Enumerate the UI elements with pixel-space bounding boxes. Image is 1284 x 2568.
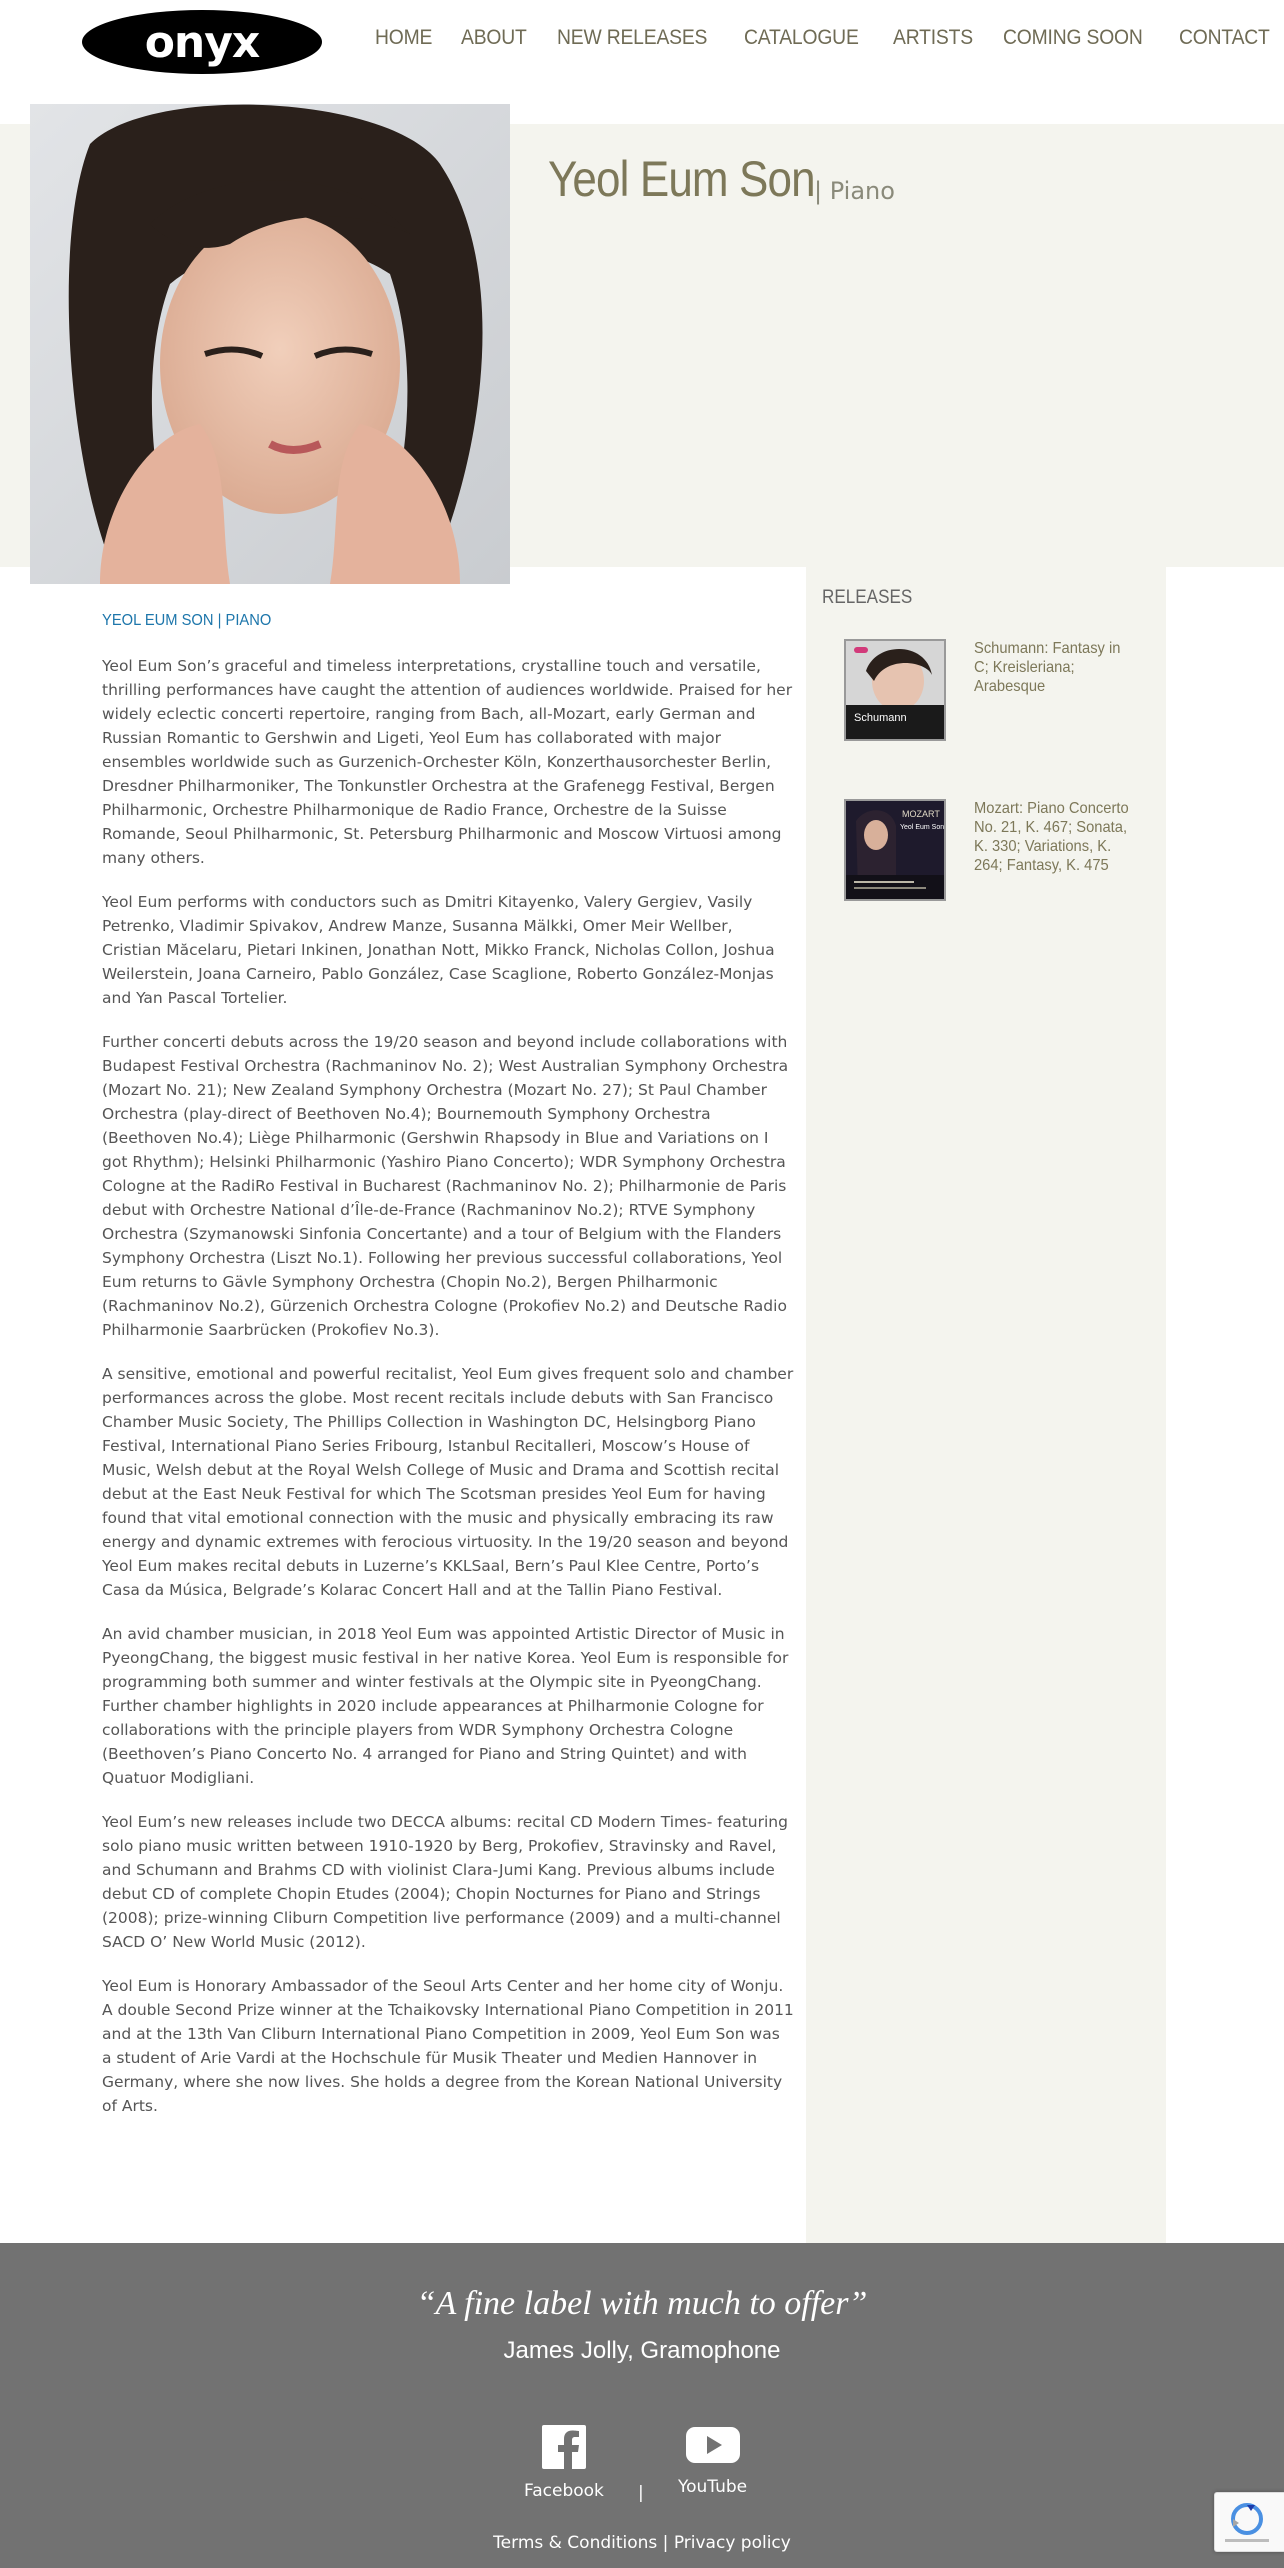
logo-text: onyx [144, 16, 260, 68]
nav-contact[interactable]: CONTACT [1179, 26, 1270, 49]
privacy-link[interactable]: Privacy policy [673, 2533, 791, 2553]
nav-coming-soon[interactable]: COMING SOON [1003, 26, 1144, 49]
site-footer [0, 2243, 1284, 2568]
release-title[interactable]: Schumann: Fantasy in C; Kreisleriana; Arabesque [974, 640, 1121, 695]
artist-name: Yeol Eum Son [548, 151, 815, 207]
nav-about[interactable]: ABOUT [461, 26, 527, 49]
footer-quote-attribution: James Jolly, Gramophone [503, 2337, 781, 2364]
nav-catalogue[interactable]: CATALOGUE [743, 26, 859, 49]
cover-title: MOZART [902, 809, 940, 819]
youtube-label[interactable]: YouTube [678, 2477, 748, 2497]
cover-artist: Yeol Eum Son [900, 824, 944, 831]
bio-paragraph: Yeol Eum’s new releases include two DECCA albums: recital CD Modern Times- featuring solo piano music written between 1910-1920 by Berg, Prokofiev, Stravinsky and Ravel, and Schumann and Brahms CD with violinist Clara-Jumi Kang. Previous albums include debut CD of complete Chopin Etudes (2004); Chopin Nocturnes for Piano and Strings (2008); prize-winning Cliburn Competition live performance (2009) and a multi-channel SACD O’ New World Music (2012). [102, 1813, 788, 1951]
terms-link[interactable]: Terms & Conditions [493, 2533, 658, 2553]
bio-paragraph: Yeol Eum performs with conductors such as Dmitri Kitayenko, Valery Gergiev, Vasily Petrenko, Vladimir Spivakov, Andrew Manze, Susanna Mälkki, Omer Meir Wellber, Cristian Măcelaru, Pietari Inkinen, Jonathan Nott, Mikko Franck, Nicholas Collon, Joshua Weilerstein, Joana Carneiro, Pablo González, Case Scaglione, Roberto González-Monjas and Yan Pascal Tortelier. [102, 893, 775, 1007]
release-cover[interactable] [844, 639, 946, 741]
site-header [0, 0, 1284, 80]
legal-separator: | [657, 2533, 674, 2553]
cover-title: Schumann [854, 712, 907, 724]
youtube-link[interactable] [678, 2425, 747, 2497]
release-cover[interactable] [844, 799, 946, 901]
facebook-label[interactable]: Facebook [524, 2481, 604, 2501]
main-nav [375, 26, 1284, 50]
bio-paragraph: An avid chamber musician, in 2018 Yeol Eum was appointed Artistic Director of Music in PyeongChang, the biggest music festival in her native Korea. Yeol Eum is responsible for programming both summer and winter festivals at the Olympic site in PyeongChang. Further chamber highlights in 2020 include appearances at Philharmonie Cologne for collaborations with the principle players from WDR Symphony Orchestra Cologne (Beethoven’s Piano Concerto No. 4 arranged for Piano and String Quintet) and with Quatuor Modigliani. [102, 1625, 789, 1787]
facebook-icon[interactable] [542, 2425, 586, 2469]
social-separator: | [638, 2483, 644, 2503]
legal-links [0, 2533, 1284, 2553]
recaptcha-badge[interactable] [1214, 2492, 1284, 2552]
onyx-logo[interactable] [82, 10, 322, 74]
bio-paragraph: Yeol Eum Son’s graceful and timeless interpretations, crystalline touch and versatile, thrilling performances have caught the attention of audiences worldwide. Praised for her widely eclectic concerti repertoire, ranging from Bach, all-Mozart, early German and Russian Romantic to Gershwin and Ligeti, Yeol Eum has collaborated with major ensembles worldwide such as Gurzenich-Orchester Köln, Konzerthausorchester Berlin, Dresdner Philharmoniker, The Tonkunstler Orchestra at the Grafenegg Festival, Bergen Philharmonic, Orchestre Philharmonique de Radio France, Orchestre de la Suisse Romande, Seoul Philharmonic, St. Petersburg Philharmonic and Moscow Virtuosi among many others. [102, 657, 793, 867]
artist-instrument: | Piano [814, 177, 895, 205]
bio-paragraph: A sensitive, emotional and powerful recitalist, Yeol Eum gives frequent solo and chamber performances across the globe. Most recent recitals include debuts with San Francisco Chamber Music Society, The Phillips Collection in Washington DC, Helsingborg Piano Festival, International Piano Series Fribourg, Istanbul Recitalleri, Moscow’s House of Music, Welsh debut at the Royal Welsh College of Music and Drama and Scottish recital debut at the East Neuk Festival for which The Scotsman presides Yeol Eum for having found that vital emotional connection with the music and physically embracing its raw energy and dynamic extremes with ferocious virtuosity. In the 19/20 season and beyond Yeol Eum makes recital debuts in Luzerne’s KKLSaal, Bern’s Paul Klee Centre, Porto’s Casa da Música, Belgrade’s Kolarac Concert Hall and at the Tallin Piano Festival. [102, 1365, 794, 1599]
bio-paragraph: Yeol Eum is Honorary Ambassador of the Seoul Arts Center and her home city of Wonju. A double Second Prize winner at the Tchaikovsky International Piano Competition in 2011 and at the 13th Van Cliburn International Piano Competition in 2009, Yeol Eum Son was a student of Arie Vardi at the Hochschule für Musik Theater und Medien Hannover in Germany, where she now lives. She holds a degree from the Korean National University of Arts. [102, 1977, 794, 2115]
youtube-icon[interactable] [686, 2425, 740, 2465]
nav-new-releases[interactable]: NEW RELEASES [556, 26, 707, 49]
nav-home[interactable]: HOME [375, 26, 433, 49]
biography [102, 612, 794, 2138]
releases-sidebar [806, 567, 1166, 2243]
release-title[interactable]: Mozart: Piano Concerto No. 21, K. 467; Sonata, K. 330; Variations, K. 264; Fantasy, K. 475 [974, 800, 1129, 874]
footer-quote: “A fine label with much to offer” [416, 2285, 868, 2322]
releases-heading: RELEASES [822, 587, 913, 608]
bio-paragraph: Further concerti debuts across the 19/20 season and beyond include collaborations with Budapest Festival Orchestra (Rachmaninov No. 2); West Australian Symphony Orchestra (Mozart No. 21); New Zealand Symphony Orchestra (Mozart No. 27); St Paul Chamber Orchestra (play-direct of Beethoven No.4); Bournemouth Symphony Orchestra (Beethoven No.4); Liège Philharmonic (Gershwin Rhapsody in Blue and Variations on I got Rhythm); Helsinki Philharmonic (Yashiro Piano Concerto); WDR Symphony Orchestra Cologne at the RadiRo Festival in Bucharest (Rachmaninov No. 2); Philharmonie de Paris debut with Orchestre National d’Île-de-France (Rachmaninov No.2); RTVE Symphony Orchestra (Szymanowski Sinfonia Concertante) and a tour of Belgium with the Flanders Symphony Orchestra (Liszt No.1). Following her previous successful collaborations, Yeol Eum returns to Gävle Symphony Orchestra (Chopin No.2), Bergen Philharmonic (Rachmaninov No.2), Gürzenich Orchestra Cologne (Prokofiev No.2) and Deutsche Radio Philharmonie Saarbrücken (Prokofiev No.3). [102, 1033, 789, 1339]
nav-artists[interactable]: ARTISTS [892, 26, 973, 49]
facebook-link[interactable] [524, 2425, 604, 2501]
bio-heading: YEOL EUM SON | PIANO [102, 612, 272, 629]
artist-portrait [30, 104, 510, 584]
recaptcha-icon [1215, 2493, 1275, 2551]
